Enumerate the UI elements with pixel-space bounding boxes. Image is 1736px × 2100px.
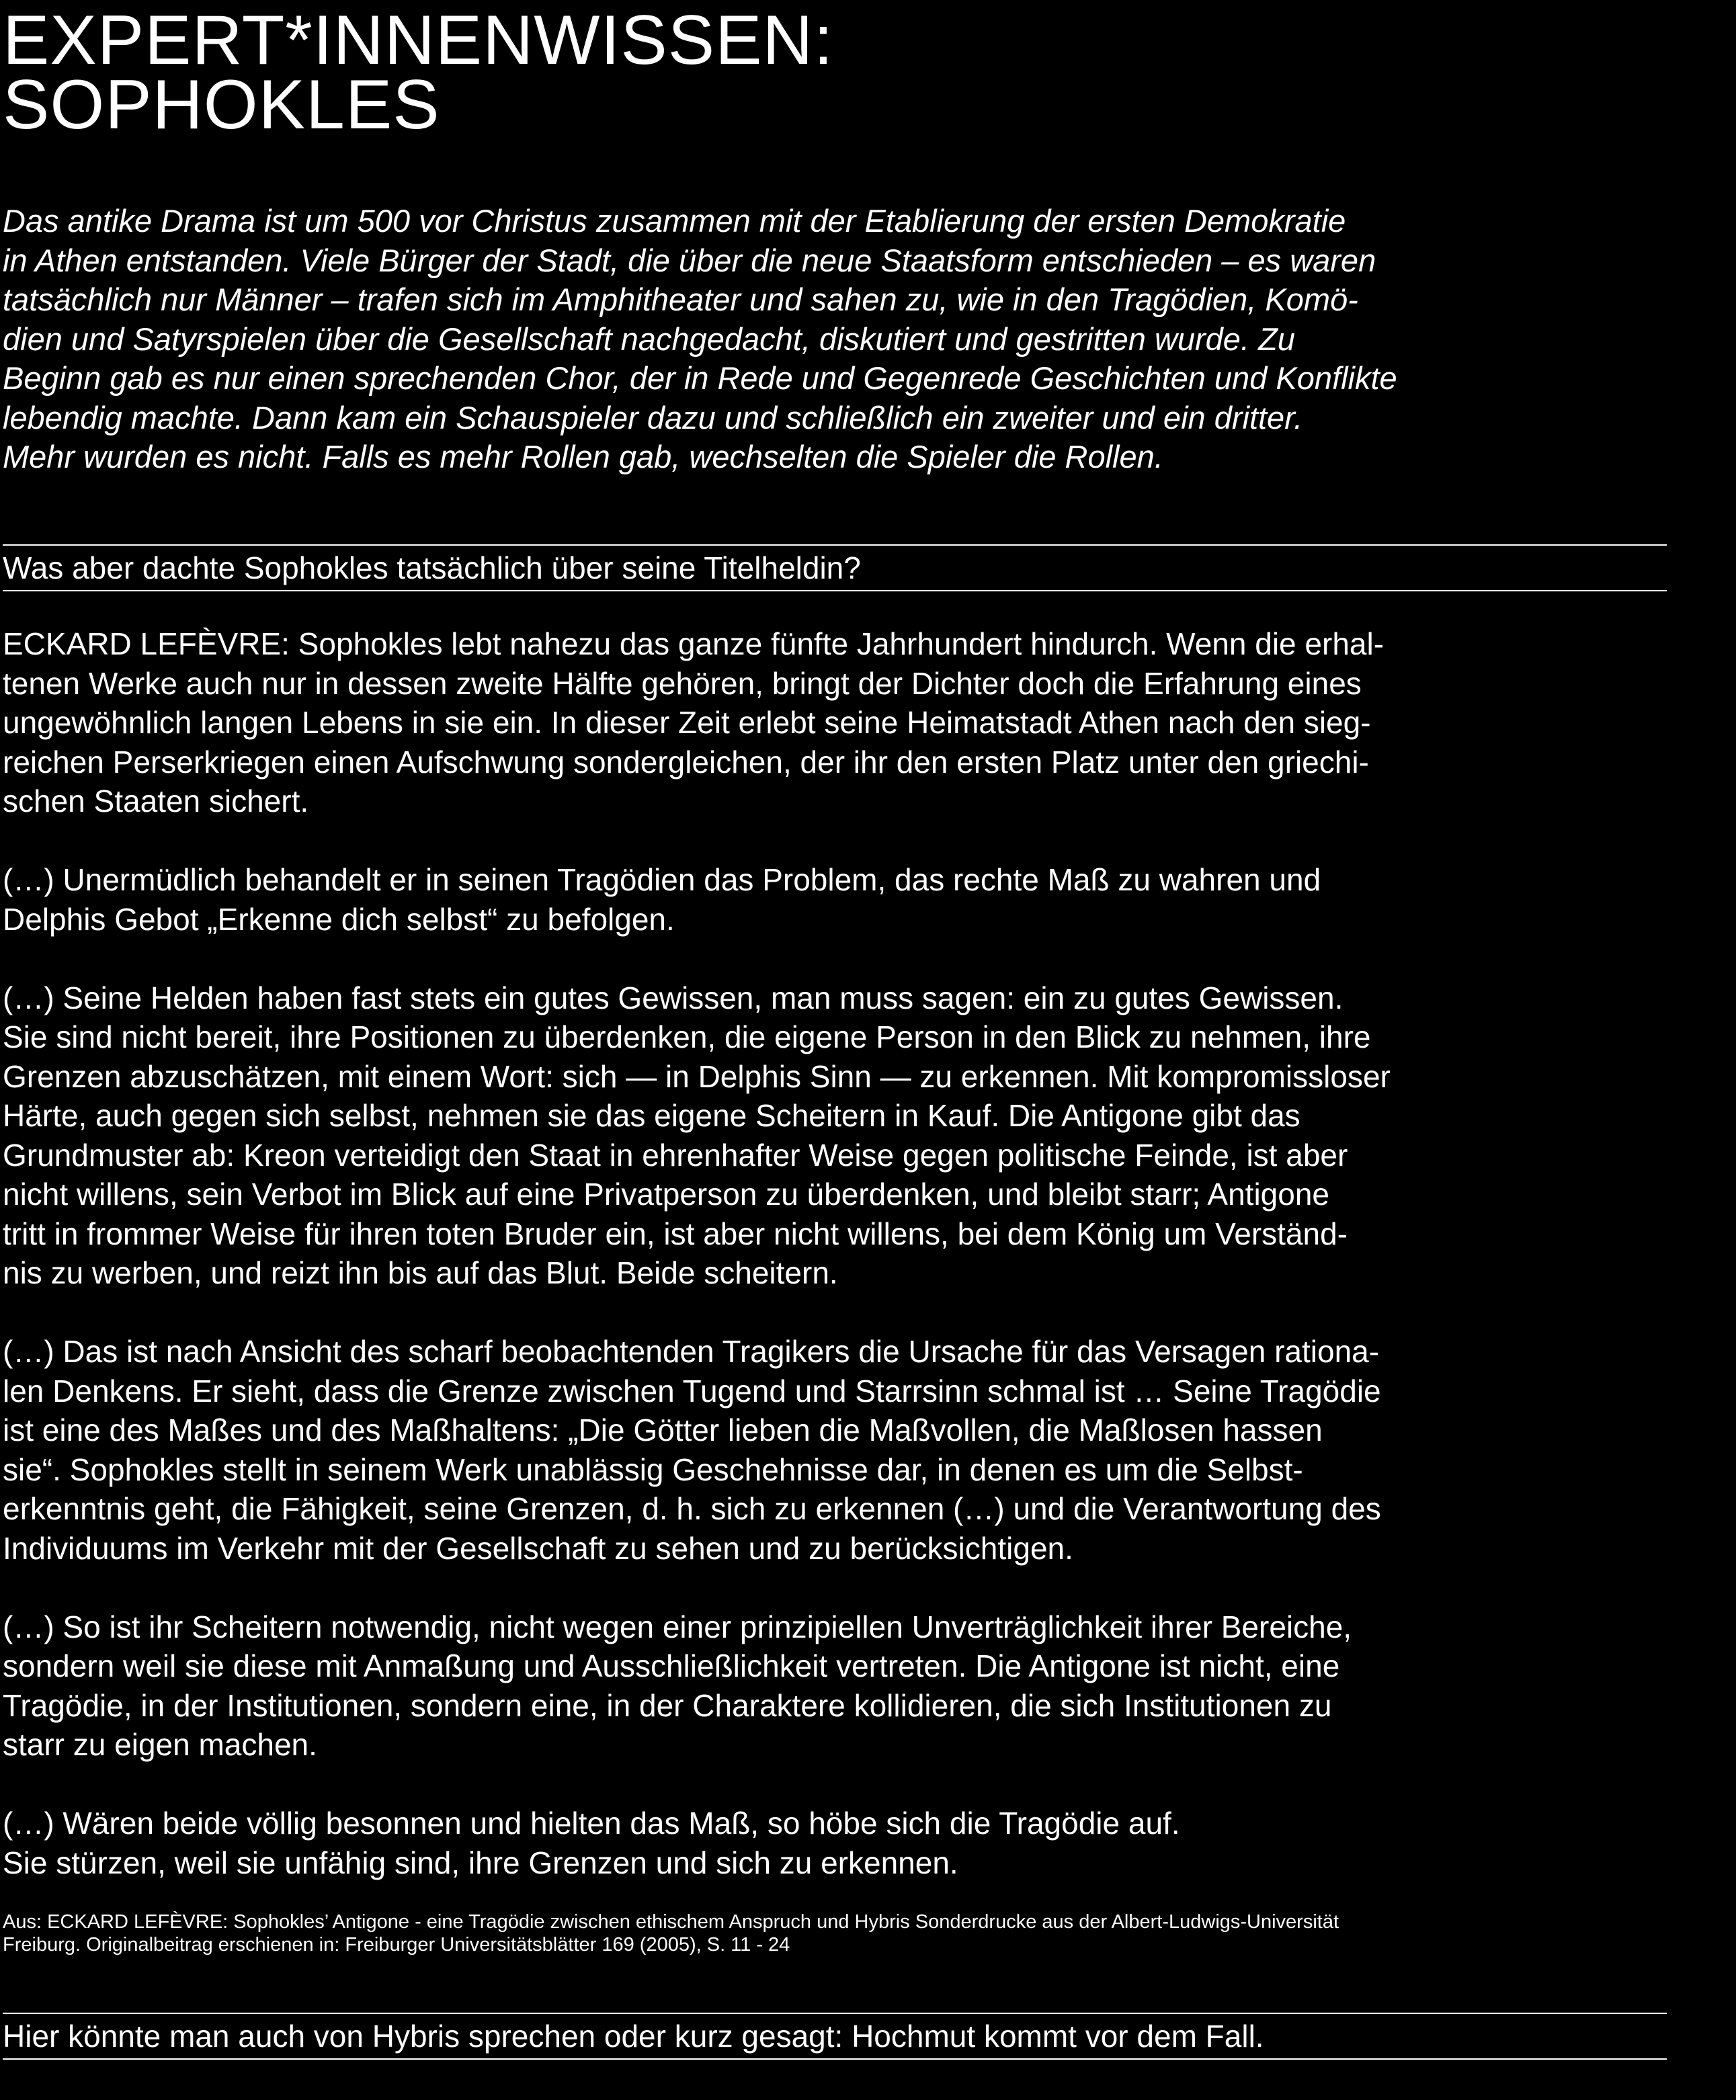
answer-line: (…) Unermüdlich behandelt er in seinen Tragödien das Problem, das rechte Maß zu wahren und (3, 862, 1321, 897)
page-title-line-2: SOPHOKLES (3, 66, 440, 144)
answer-line: reichen Perserkriegen einen Aufschwung sondergleichen, der ihr den ersten Platz unter den griechi- (3, 744, 1369, 780)
answer-line: len Denkens. Er sieht, dass die Grenze zwischen Tugend und Starrsinn schmal ist … Seine Tragödie (3, 1373, 1381, 1409)
source-line: Freiburg. Originalbeitrag erschienen in: Freiburger Universitätsblätter 169 (2005), S. 11 - 24 (3, 1934, 790, 1956)
answer-line: starr zu eigen machen. (3, 1727, 317, 1762)
intro-line: Mehr wurden es nicht. Falls es mehr Rollen gab, wechselten die Spieler die Rollen. (3, 439, 1163, 474)
answer-line: Individuums im Verkehr mit der Gesellschaft zu sehen und zu berücksichtigen. (3, 1530, 1073, 1566)
answer-line: ungewöhnlich langen Lebens in sie ein. In dieser Zeit erlebt seine Heimatstadt Athen nach den sieg- (3, 705, 1371, 740)
answer-line: ist eine des Maßes und des Maßhaltens: „Die Götter lieben die Maßvollen, die Maßlosen hassen (3, 1413, 1323, 1447)
answer-line: (…) Wären beide völlig besonnen und hielten das Maß, so höbe sich die Tragödie auf. (3, 1806, 1180, 1841)
intro-line: tatsächlich nur Männer – trafen sich im Amphitheater und sahen zu, wie in den Tragödien, Komö- (3, 282, 1358, 317)
intro-line: Beginn gab es nur einen sprechenden Chor, der in Rede und Gegenrede Geschichten und Konflikte (3, 360, 1397, 396)
answer-line: Tragödie, in der Institutionen, sondern eine, in der Charaktere kollidieren, die sich Institutionen zu (3, 1687, 1332, 1723)
intro-line: lebendig machte. Dann kam ein Schauspieler dazu und schließlich ein zweiter und ein dritter. (3, 399, 1303, 435)
answer-line: (…) Das ist nach Ansicht des scharf beobachtenden Tragikers die Ursache für das Versagen rationa- (3, 1334, 1380, 1369)
answer-line: nicht willens, sein Verbot im Blick auf eine Privatperson zu überdenken, und bleibt starr; Antigone (3, 1177, 1330, 1212)
answer-paragraph (3, 860, 1669, 939)
answer-paragraph (3, 1607, 1669, 1765)
answer-line: Grundmuster ab: Kreon verteidigt den Staat in ehrenhafter Weise gegen politische Feinde, ist aber (3, 1137, 1348, 1173)
answer-line: ECKARD LEFÈVRE: Sophokles lebt nahezu das ganze fünfte Jahrhundert hindurch. Wenn die erhal- (3, 626, 1384, 661)
answer-paragraph (3, 978, 1669, 1293)
answer-line: Grenzen abzuschätzen, mit einem Wort: sich — in Delphis Sinn — zu erkennen. Mit kompromissloser (3, 1058, 1391, 1094)
answer-line: Sie stürzen, weil sie unfähig sind, ihre Grenzen und sich zu erkennen. (3, 1845, 958, 1880)
closing-statement: Hier könnte man auch von Hybris sprechen oder kurz gesagt: Hochmut kommt vor dem Fall. (3, 2013, 1667, 2060)
answer-line: tritt in frommer Weise für ihren toten Bruder ein, ist aber nicht willens, bei dem König um Verständ- (3, 1216, 1348, 1251)
answer-line: Härte, auch gegen sich selbst, nehmen sie das eigene Scheitern in Kauf. Die Antigone gibt das (3, 1098, 1300, 1133)
expert-answer (3, 624, 1669, 1922)
answer-line: Sie sind nicht bereit, ihre Positionen zu überdenken, die eigene Person in den Blick zu nehmen, ihre (3, 1019, 1371, 1054)
answer-line: schen Staaten sichert. (3, 784, 309, 818)
document-page (3, 0, 1669, 2054)
answer-paragraph (3, 1332, 1669, 1568)
answer-line: (…) So ist ihr Scheitern notwendig, nicht wegen einer prinzipiellen Unverträglichkeit ihrer Bereiche, (3, 1609, 1352, 1644)
answer-line: tenen Werke auch nur in dessen zweite Hälfte gehören, bringt der Dichter doch die Erfahrung eines (3, 665, 1362, 701)
intro-line: Das antike Drama ist um 500 vor Christus zusammen mit der Etablierung der ersten Demokratie (3, 203, 1346, 239)
answer-paragraph (3, 1804, 1669, 1882)
answer-line: Delphis Gebot „Erkenne dich selbst“ zu befolgen. (3, 901, 675, 937)
answer-paragraph (3, 624, 1669, 821)
intro-line: dien und Satyrspielen über die Gesellschaft nachgedacht, diskutiert und gestritten wurde. Zu (3, 321, 1295, 357)
answer-line: sie“. Sophokles stellt in seinem Werk unablässig Geschehnisse dar, in denen es um die Selbst- (3, 1452, 1303, 1487)
answer-line: nis zu werben, und reizt ihn bis auf das Blut. Beide scheitern. (3, 1255, 838, 1290)
answer-line: sondern weil sie diese mit Anmaßung und Ausschließlichkeit vertreten. Die Antigone ist nicht, eine (3, 1648, 1340, 1683)
page-title-line-1: EXPERT*INNENWISSEN: (3, 1, 834, 79)
source-citation (3, 1910, 1669, 1956)
page-title (3, 0, 1669, 144)
answer-line: erkenntnis geht, die Fähigkeit, seine Grenzen, d. h. sich zu erkennen (…) und die Verantwortung des (3, 1491, 1381, 1526)
intro-paragraph (3, 202, 1669, 477)
source-line: Aus: ECKARD LEFÈVRE: Sophokles’ Antigone - eine Tragödie zwischen ethischem Anspruch und Hybris Sonderdrucke aus der Albert-Ludwigs-Universität (3, 1911, 1339, 1933)
question-heading: Was aber dachte Sophokles tatsächlich über seine Titelheldin? (3, 544, 1667, 591)
answer-line: (…) Seine Helden haben fast stets ein gutes Gewissen, man muss sagen: ein zu gutes Gewissen. (3, 980, 1344, 1015)
intro-line: in Athen entstanden. Viele Bürger der Stadt, die über die neue Staatsform entschieden – es waren (3, 242, 1376, 278)
